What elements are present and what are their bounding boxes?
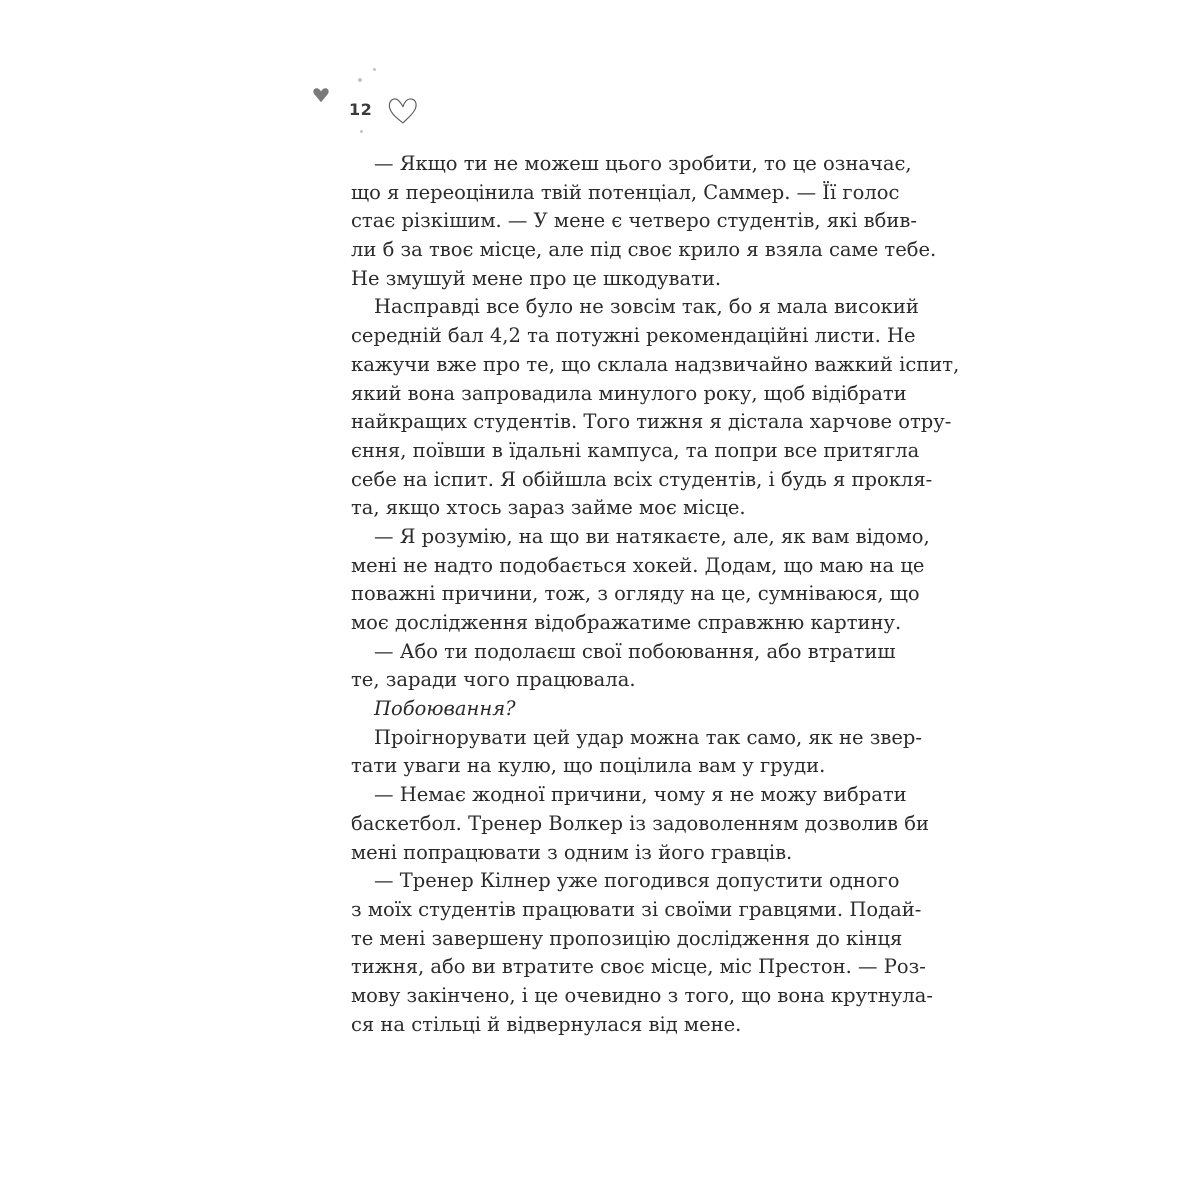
text-line: — Я розумію, на що ви натякаєте, але, як вам відомо, xyxy=(374,524,930,548)
text-line: та, якщо хтось зараз займе моє місце. xyxy=(351,496,746,520)
text-line: єння, поївши в їдальні кампуса, та попри все притягла xyxy=(351,438,920,462)
text-line: поважні причини, тож, з огляду на це, сумніваюся, що xyxy=(351,582,920,606)
text-line: стає різкішим. — У мене є четверо студентів, які вбив- xyxy=(351,209,917,233)
text-line: тати уваги на кулю, що поцілила вам у груди. xyxy=(351,754,826,778)
text-line: мені не надто подобається хокей. Додам, що маю на це xyxy=(351,553,925,577)
text-line: тижня, або ви втратите своє місце, міс Престон. — Роз- xyxy=(351,955,926,979)
text-line: з моїх студентів працювати зі своїми гравцями. Подай- xyxy=(351,897,922,921)
page-header xyxy=(300,60,460,150)
text-line: баскетбол. Тренер Волкер із задоволенням дозволив би xyxy=(351,811,929,835)
text-line: моє дослідження відображатиме справжню картину. xyxy=(351,611,902,634)
text-line: — Якщо ти не можеш цього зробити, то це означає, xyxy=(374,152,912,175)
decorative-dot xyxy=(358,78,362,82)
text-line: те, заради чого працювала. xyxy=(351,668,636,692)
text-line: те мені завершену пропозицію дослідження до кінця xyxy=(351,926,903,950)
text-line: найкращих студентів. Того тижня я дістала харчове отру- xyxy=(351,410,952,434)
text-line: мені попрацювати з одним із його гравців. xyxy=(351,840,793,864)
text-line: середній бал 4,2 та потужні рекомендаційні листи. Не xyxy=(351,324,916,348)
decorative-dot xyxy=(373,68,376,71)
text-line: ли б за твоє місце, але під своє крило я взяла саме тебе. xyxy=(351,238,937,262)
text-line: Насправді все було не зовсім так, бо я мала високий xyxy=(374,295,919,319)
text-line: — Немає жодної причини, чому я не можу вибрати xyxy=(374,783,907,807)
text-line: — Або ти подолаєш свої побоювання, або втратиш xyxy=(374,639,896,663)
text-line: Проігнорувати цей удар можна так само, як не звер- xyxy=(374,725,922,749)
text-line: мову закінчено, і це очевидно з того, що вона крутнула- xyxy=(351,983,933,1007)
text-line: який вона запровадила минулого року, щоб відібрати xyxy=(351,381,907,405)
decorative-dot xyxy=(360,130,363,133)
text-line: що я переоцінила твій потенціал, Саммер. — Її голос xyxy=(351,180,900,204)
heart-outline-icon xyxy=(386,94,420,128)
page-number: 12 xyxy=(349,100,373,119)
text-line: ся на стільці й відвернулася від мене. xyxy=(351,1012,742,1036)
text-line: кажучи вже про те, що склала надзвичайно важкий іспит, xyxy=(351,352,960,376)
text-line: Не змушуй мене про це шкодувати. xyxy=(351,266,722,290)
text-line: себе на іспит. Я обійшла всіх студентів, і будь я прокля- xyxy=(351,467,933,491)
heart-filled-icon xyxy=(312,86,330,104)
text-line: — Тренер Кілнер уже погодився допустити одного xyxy=(374,869,900,893)
text-line: Побоювання? xyxy=(374,697,516,721)
body-text xyxy=(351,150,960,1039)
